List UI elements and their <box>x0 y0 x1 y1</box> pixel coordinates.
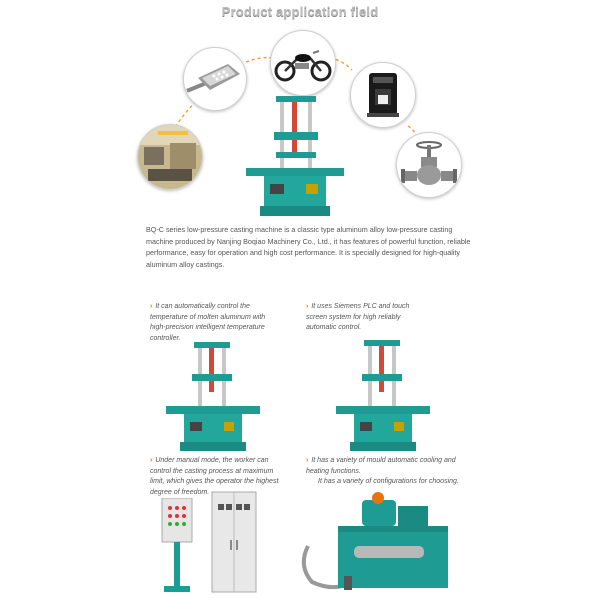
feature-text: It has a variety of mould automatic cooling and heating functions. <box>306 457 456 475</box>
motorcycle-icon <box>270 30 336 96</box>
feature-siemens-plc <box>306 302 424 334</box>
feature-text: It can automatically control the temperature of molten aluminum with high-precision intelligent temperature controller. <box>150 303 266 342</box>
section-title: Product application field <box>221 4 379 19</box>
casting-machine-image-left <box>164 338 264 456</box>
hydraulic-station-image <box>298 486 462 594</box>
casting-machine-main-image <box>240 92 350 222</box>
electrical-cabinet-image <box>210 490 258 594</box>
chevron-right-icon: › <box>306 303 309 310</box>
coffee-machine-icon <box>350 62 416 128</box>
gate-valve-icon <box>396 132 462 198</box>
feature-text: Under manual mode, the worker can control the casting process at maximum limit, which gives the operator the highest degree of freedom. <box>150 457 279 496</box>
intro-paragraph: BQ-C series low-pressure casting machine is a classic type aluminum alloy low-pressure casting machine produced by Nanjing Boqiao Machinery Co., Ltd., it has features of powerful function, reliable performance, easy for operation and high cost performance. It is specially designed for high-quality aluminum alloy castings. <box>146 225 471 269</box>
industrial-workshop-icon <box>137 124 203 190</box>
feature-text: It uses Siemens PLC and touch screen system for high reliably automatic control. <box>306 303 410 332</box>
chevron-right-icon: › <box>306 457 309 464</box>
chevron-right-icon: › <box>150 303 153 310</box>
feature-mould-cooling <box>306 456 456 477</box>
casting-machine-image-right <box>334 336 434 456</box>
feature-configurations: It has a variety of configurations for choosing. <box>318 478 459 485</box>
chevron-right-icon: › <box>150 457 153 464</box>
led-street-light-icon <box>183 47 247 111</box>
control-panel-image <box>160 498 196 594</box>
